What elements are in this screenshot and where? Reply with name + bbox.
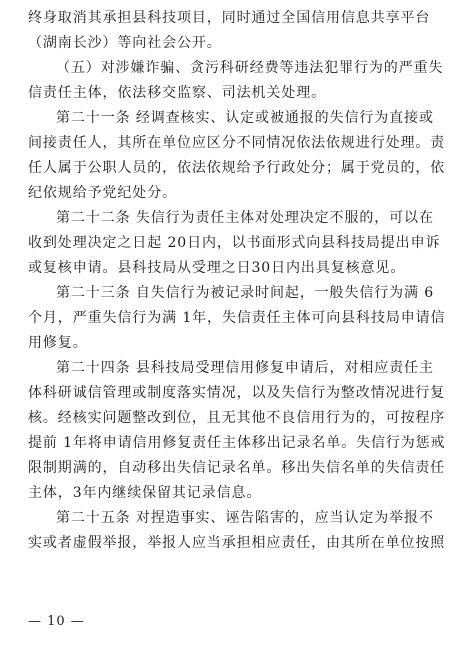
text-line-8: 纪依规给予党纪处分。 <box>28 185 177 201</box>
text-line-13: 个月，严重失信行为满 1年，失信责任主体可向县科技局申请信 <box>28 310 446 326</box>
text-line-17: 核。经核实问题整改到位，且无其他不良信用行为的，可按程序 <box>28 410 446 426</box>
text-line-4: 信责任主体，依法移交监察、司法机关处理。 <box>28 85 326 101</box>
text-line-21: 第二十五条 对捏造事实、诬告陷害的，应当认定为举报不 <box>56 510 434 526</box>
text-line-3: （五）对涉嫌诈骗、贪污科研经费等违法犯罪行为的严重失 <box>56 60 444 76</box>
text-line-6: 间接责任人，其所在单位应区分不同情况依法依规进行处理。责 <box>28 135 446 151</box>
page-number: — 10 — <box>28 614 85 629</box>
text-line-11: 或复核申请。县科技局从受理之日30日内出具复核意见。 <box>28 260 406 276</box>
text-line-19: 限制期满的，自动移出失信记录名单。移出失信名单的失信责任 <box>28 460 446 476</box>
text-line-18: 提前 1年将申请信用修复责任主体移出记录名单。失信行为惩戒 <box>28 435 446 451</box>
text-line-22: 实或者虚假举报，举报人应当承担相应责任，由其所在单位按照 <box>28 535 446 551</box>
text-line-9: 第二十二条 失信行为责任主体对处理决定不服的，可以在 <box>56 210 434 226</box>
text-line-15: 第二十四条 县科技局受理信用修复申请后，对相应责任主 <box>56 360 434 376</box>
text-line-14: 用修复。 <box>28 335 88 351</box>
text-line-10: 收到处理决定之日起 20日内，以书面形式向县科技局提出申诉 <box>28 235 441 251</box>
text-line-5: 第二十一条 经调查核实、认定或被通报的失信行为直接或 <box>56 110 434 126</box>
text-line-16: 体科研诚信管理或制度落实情况，以及失信行为整改情况进行复 <box>28 385 446 401</box>
text-line-12: 第二十三条 自失信行为被记录时间起，一般失信行为满 6 <box>56 285 435 301</box>
text-line-2: （湖南长沙）等向社会公开。 <box>28 35 222 51</box>
text-line-1: 终身取消其承担县科技项目，同时通过全国信用信息共享平台 <box>28 10 431 26</box>
text-line-20: 主体，3年内继续保留其记录信息。 <box>28 485 262 501</box>
text-line-7: 任人属于公职人员的，依法依规给予行政处分；属于党员的，依 <box>28 160 446 176</box>
document-body <box>28 6 448 556</box>
